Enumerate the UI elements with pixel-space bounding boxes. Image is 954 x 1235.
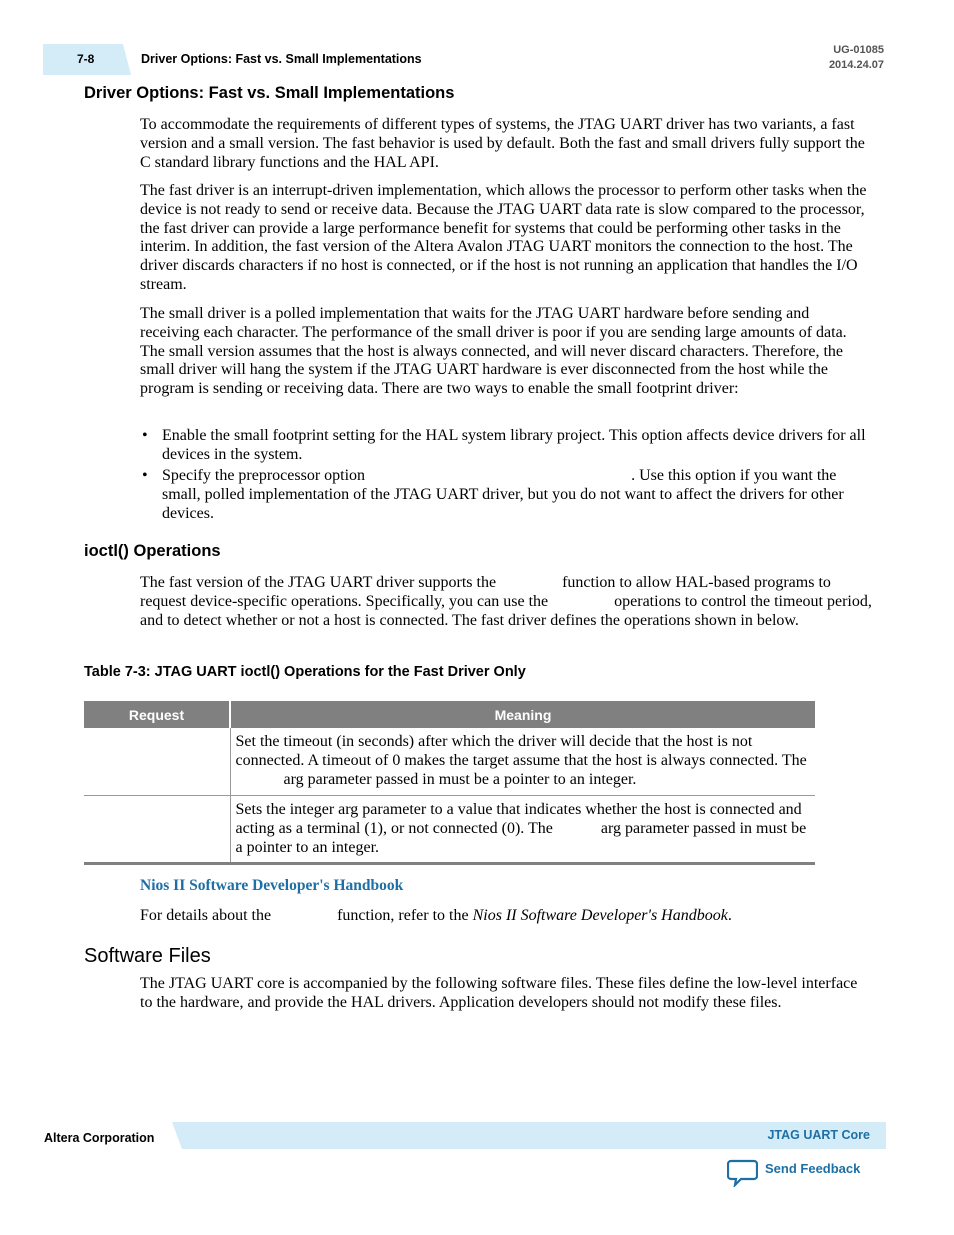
chapter-link[interactable]: JTAG UART Core	[767, 1128, 870, 1142]
company-name: Altera Corporation	[44, 1131, 155, 1145]
request-cell	[84, 796, 230, 864]
meaning-cell: Sets the integer arg parameter to a value that indicates whether the host is connected and acting as a terminal (1), or not connected (0). The arg parameter passed in must be a pointer to an integer.	[235, 801, 807, 856]
paragraph: For details about the function, refer to the Nios II Software Developer's Handbook.	[140, 907, 732, 924]
column-header-request: Request	[84, 701, 230, 728]
table-bottom-rule	[84, 862, 815, 865]
section-heading-software-files: Software Files	[84, 945, 211, 967]
table-row	[84, 728, 815, 796]
send-feedback-link[interactable]: Send Feedback	[765, 1161, 861, 1176]
ioctl-table	[84, 701, 815, 863]
paragraph: The fast driver is an interrupt-driven implementation, which allows the processor to perform other tasks when the device is not ready to send or receive data. Because the JTAG UART data rate is slow compared to the processor, the fast driver can provide a large performance benefit for systems that could be performing other tasks in the interim. In addition, the fast version of the Altera Avalon JTAG UART monitors the connection to the host. The driver discards characters if no host is connected, or if the host is not running an application that handles the I/O stream.	[140, 182, 867, 293]
speech-bubble-icon[interactable]	[727, 1159, 758, 1187]
paragraph: The JTAG UART core is accompanied by the following software files. These files define the low-level interface to the hardware, and provide the HAL drivers. Application developers should not modify these files.	[140, 975, 858, 1011]
request-cell	[84, 728, 230, 796]
paragraph: To accommodate the requirements of different types of systems, the JTAG UART driver has two variants, a fast version and a small version. The fast behavior is used by default. Both the fast and small drivers fully support the C standard library functions and the HAL API.	[140, 116, 865, 171]
page-number: 7-8	[77, 52, 95, 66]
list-item: • Enable the small footprint setting for the HAL system library project. This option affects device drivers for all devices in the system.	[140, 427, 872, 465]
paragraph: The fast version of the JTAG UART driver supports the function to allow HAL-based programs to request device-specific operations. Specifically, you can use the operations to control the timeout period, and to detect whether or not a host is connected. The fast driver defines the operations shown in below.	[140, 574, 872, 629]
list-item: • Specify the preprocessor option . Use this option if you want the small, polled implementation of the JTAG UART driver, but you do not want to affect the drivers for other devices.	[140, 467, 872, 523]
doc-id: UG-01085	[833, 44, 884, 56]
related-link-handbook[interactable]: Nios II Software Developer's Handbook	[140, 877, 404, 894]
running-title: Driver Options: Fast vs. Small Implementations	[141, 52, 422, 66]
column-header-meaning: Meaning	[230, 701, 815, 728]
doc-info	[829, 43, 884, 73]
meaning-cell: Set the timeout (in seconds) after which the driver will decide that the host is not connected. A timeout of 0 makes the target assume that the host is always connected. Thearg parameter passed in must be a pointer to an integer.	[230, 728, 815, 796]
table-caption: Table 7-3: JTAG UART ioctl() Operations for the Fast Driver Only	[84, 664, 526, 680]
section-heading-ioctl: ioctl() Operations	[84, 542, 221, 560]
section-heading-driver-options: Driver Options: Fast vs. Small Implementations	[84, 84, 455, 102]
doc-date: 2014.24.07	[828, 59, 884, 71]
paragraph: The small driver is a polled implementation that waits for the JTAG UART hardware before sending and receiving each character. The performance of the small driver is poor if you are sending large amounts of data. The small version assumes that the host is always connected, and will never discard characters. Therefore, the small driver will hang the system if the JTAG UART hardware is ever disconnected from the host while the program is sending or receiving data. There are two ways to enable the small footprint driver:	[140, 305, 847, 398]
table-row	[84, 796, 815, 864]
